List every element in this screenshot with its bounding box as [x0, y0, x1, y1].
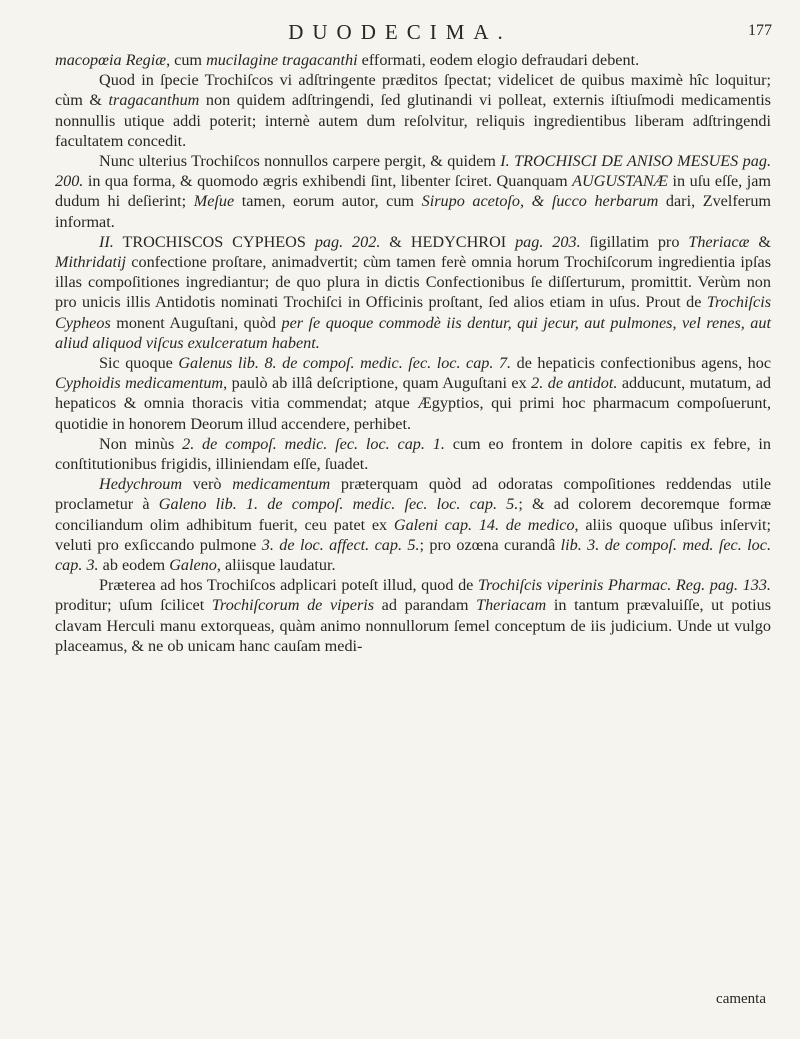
text-run: ſigillatim pro [580, 232, 689, 251]
text-run: ad parandam [374, 596, 477, 615]
text-run: confectione proſtare, animadvertit; cùm tamen ferè omnia horum Trochiſcorum ingredientia ipſas illas compoſitiones ingrediantur; de quo plura in dictis Confectionibus ſe diſſerturum, promittit. Verùm non pro unicis illis Antidotis nominati Trochiſci in Officinis proſtant, ſed alios etiam in uſus. Prout de [55, 253, 771, 312]
text-run: monent Auguſtani, quòd [110, 313, 282, 332]
italic-run: Hedychroum [99, 475, 183, 494]
italic-run: Trochiſcis Cypheos [55, 293, 771, 332]
italic-run: 2. de compoſ. medic. ſec. loc. cap. 1. [182, 434, 445, 453]
italic-run: per ſe quoque commodè iis dentur, qui jecur, aut pulmones, vel renes, aut aliud aliquod viſcus exulceratum habent. [55, 313, 771, 352]
paragraph-trochisci-viperini [55, 575, 771, 656]
italic-run: 2. de antidot. [531, 374, 618, 393]
text-run: Quod in ſpecie Trochiſcos vi adſtringente præditos ſpectat; videlicet de quibus maximè hîc loquitur; cùm & [55, 71, 771, 110]
text-run: non quidem adſtringendi, ſed glutinandi vi polleat, externis iſtiuſmodi medicamentis nonnullis utique addi poterit; internè autem dum reſolvitur, reliquis ingredientibus liberam adſtringendi facultatem concedit. [55, 91, 771, 150]
text-run: adducunt, mutatum, ad hepaticos & omnia thoracis vitia commendat; atque Ægyptios, qui primi hoc pharmacum compoſuerunt, quotidie in honorem Deorum illud accendere, perhibet. [55, 374, 772, 433]
text-run: Nunc ulterius Trochiſcos nonnullos carpere pergit, & quidem [99, 152, 501, 171]
text-run: & [749, 232, 771, 251]
text-run: , aliisque laudatur. [216, 556, 336, 575]
italic-run: Galeni cap. 14. de medico [393, 515, 575, 534]
body-text [55, 50, 771, 656]
text-run: tamen, eorum autor, cum [234, 192, 422, 211]
text-run: in qua forma, & quomodo ægris exhibendi ſint, libenter ſciret. Quanquam [83, 172, 573, 191]
text-run: proditur; uſum ſcilicet [55, 596, 212, 615]
text-run: efformati, eodem elogio defraudari debent. [357, 51, 640, 69]
italic-run: Galeno [169, 556, 217, 575]
italic-run: Theriacæ [688, 232, 750, 251]
paragraph-trochisci-cypheos [55, 232, 771, 353]
paragraph-trochisci-adstringentes [55, 70, 771, 151]
italic-run: Sirupo acetoſo, & ſucco herbarum [421, 192, 659, 211]
text-run: in uſu eſſe, jam dudum hi deſierint; [55, 172, 772, 211]
text-run: Non minùs [99, 434, 183, 453]
text-run: , paulò ab illâ deſcriptione, quam Auguſtani ex [223, 374, 532, 393]
paragraph-trochisci-de-aniso [55, 151, 771, 232]
text-run: præterquam quòd ad odoratas compoſitiones reddendas utile proclametur à [55, 475, 772, 514]
italic-run: 3. de loc. affect. cap. 5. [261, 535, 420, 554]
italic-run: Galenus lib. 8. de compoſ. medic. ſec. loc. cap. 7. [178, 354, 512, 373]
paragraph-hedychroum [55, 474, 771, 575]
italic-run: Trochiſcis viperinis Pharmac. Reg. pag. 133. [477, 576, 771, 595]
italic-run: mucilagine tragacanthi [206, 51, 358, 69]
italic-run: tragacanthum [108, 91, 200, 110]
text-run: ; & ad colorem decoremque formæ conciliandum olim adhibitum fuerit, ceu patet ex [55, 495, 772, 534]
italic-run: pag. 202. [314, 232, 381, 251]
italic-run: Mithridatij [55, 253, 127, 272]
catchword: camenta [716, 991, 766, 1007]
italic-run: Galeno lib. 1. de compoſ. medic. ſec. loc. cap. 5. [158, 495, 519, 514]
italic-run: Cyphoidis medicamentum [55, 374, 224, 393]
italic-run: I. TROCHISCI DE ANISO MESUES pag. 200. [55, 152, 771, 191]
italic-run: AUGUSTANÆ [572, 172, 669, 191]
paragraph-galenus-hepatica [55, 353, 771, 434]
text-run: verò [182, 475, 233, 494]
text-run: in tantum prævaluiſſe, ut potius clavam Herculi manu extorqueas, quàm animo nonnullorum ſemel conceptum de iis judicium. Unde ut vulgo placeamus, & ne ob unicam hanc cauſam medi- [55, 596, 771, 655]
text-run: Sic quoque [99, 354, 179, 373]
text-run: dari, Zvelferum informat. [55, 192, 772, 231]
italic-run: macopœia Regiæ [55, 51, 167, 69]
italic-run: pag. 203. [515, 232, 581, 251]
italic-run: Meſue [193, 192, 235, 211]
text-run: & HEDYCHROI [380, 232, 516, 251]
text-run: , cum [166, 51, 207, 69]
text-run: TROCHISCOS CYPHEOS [113, 232, 315, 251]
text-run: Præterea ad hos Trochiſcos adplicari poteſt illud, quod de [99, 576, 478, 595]
paragraph-continuation [55, 50, 771, 70]
italic-run: medicamentum [232, 475, 331, 494]
text-run: ; pro ozœna curandâ [419, 535, 561, 554]
italic-run: Theriacam [476, 596, 547, 615]
italic-run: Trochiſcorum de viperis [211, 596, 375, 615]
text-run: de hepaticis confectionibus agens, hoc [511, 354, 772, 373]
text-run: , aliis quoque uſibus inſervit; veluti pro exſiccando pulmone [55, 515, 771, 554]
italic-run: II. [99, 232, 114, 251]
text-run: ab eodem [98, 556, 170, 575]
paragraph-dolor-capitis [55, 434, 771, 474]
page-header [0, 20, 800, 50]
text-run: cum eo frontem in dolore capitis ex febre, in conſtitutionibus frigidis, illiniendam eſſe, ſuadet. [55, 434, 771, 474]
running-head: DUODECIMA. [288, 20, 512, 44]
italic-run: lib. 3. de compoſ. med. ſec. loc. cap. 3. [55, 535, 771, 575]
page-number: 177 [748, 22, 772, 39]
